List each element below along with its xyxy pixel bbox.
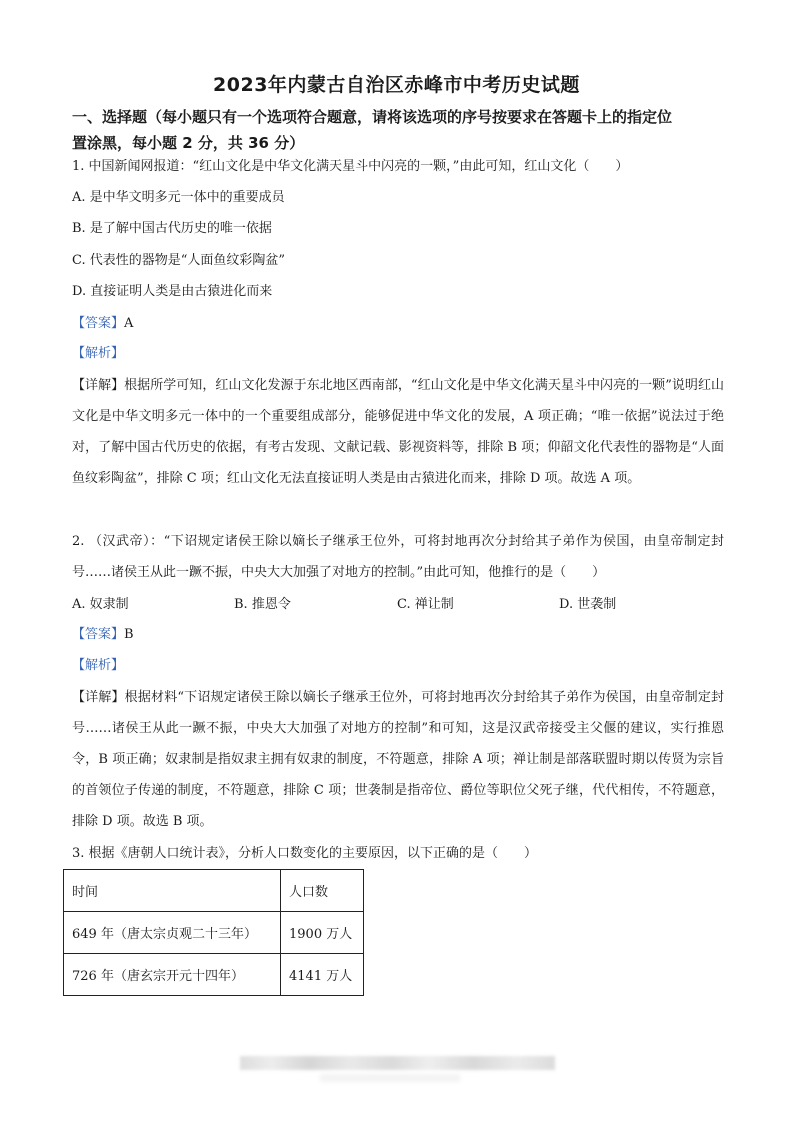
- q2-detail: 【详解】根据材料“下诏规定诸侯王除以嫡长子继承王位外，可将封地再次分封给其子弟作为侯国，由皇帝制定封号……诸侯王从此一蹶不振，中央大大加强了对地方的控制”和可知，这是汉武帝接受主父偃的建议，实行推恩令，B 项正确；奴隶制是指奴隶主拥有奴隶的制度，不符题意，排除 A 项；禅让制是部落联盟时期以传贤为宗旨的首领位子传递的制度，不符题意，排除 C 项；世袭制是指帝位、爵位等职位父死子继，代代相传，不符题意，排除 D 项。故选 B 项。: [72, 690, 724, 829]
- q1-option-d: D. 直接证明人类是由古猿进化而来: [72, 284, 273, 299]
- q3-stem: 3. 根据《唐朝人口统计表》，分析人口数变化的主要原因，以下正确的是（ ）: [72, 846, 538, 861]
- q1-detail: 【详解】根据所学可知，红山文化发源于东北地区西南部，“红山文化是中华文化满天星斗中闪亮的一颗”说明红山文化是中华文明多元一体中的一个重要组成部分，能够促进中华文化的发展，A 项正确；“唯一依据”说法过于绝对，了解中国古代历史的依据，有考古发现、文献记载、影视资料等，排除 B 项；仰韶文化代表性的器物是“人面鱼纹彩陶盆”，排除 C 项；红山文化无法直接证明人类是由古猿进化而来，排除 D 项。故选 A 项。: [72, 378, 724, 486]
- table-cell: 649 年（唐太宗贞观二十三年）: [64, 912, 281, 954]
- population-table: [63, 869, 364, 996]
- table-cell: 726 年（唐玄宗开元十四年）: [64, 954, 281, 996]
- q2-answer-label: 【答案】: [72, 627, 125, 642]
- blurred-watermark-sub: [320, 1074, 460, 1082]
- q2-analysis-label: 【解析】: [72, 658, 125, 673]
- q2-stem: 2. （汉武帝）：“下诏规定诸侯王除以嫡长子继承王位外，可将封地再次分封给其子弟作为侯国，由皇帝制定封号……诸侯王从此一蹶不振，中央大大加强了对地方的控制。”由此可知，他推行的是（ ）: [72, 534, 724, 580]
- table-header-cell: 人口数: [281, 870, 364, 912]
- q1-option-c: C. 代表性的器物是“人面鱼纹彩陶盆”: [72, 253, 286, 268]
- section-heading-line-2: 置涂黑，每小题 2 分，共 36 分）: [72, 134, 305, 152]
- q1-answer-label: 【答案】: [72, 316, 125, 331]
- blurred-watermark: [240, 1056, 555, 1070]
- q1-stem: 1. 中国新闻网报道：“红山文化是中华文化满天星斗中闪亮的一颗，”由此可知，红山文化（ ）: [72, 159, 629, 174]
- q2-option-b: B. 推恩令: [234, 597, 291, 612]
- q2-answer-value: B: [124, 627, 134, 642]
- q2-option-c: C. 禅让制: [397, 597, 454, 612]
- table-row: [64, 912, 364, 954]
- q2-option-d: D. 世袭制: [559, 597, 617, 612]
- table-cell: 1900 万人: [281, 912, 364, 954]
- page-title: 2023年内蒙古自治区赤峰市中考历史试题: [213, 74, 580, 96]
- table-header-cell: 时间: [64, 870, 281, 912]
- q1-answer-value: A: [124, 316, 134, 331]
- table-row: [64, 954, 364, 996]
- q1-option-b: B. 是了解中国古代历史的唯一依据: [72, 221, 272, 236]
- section-heading: [72, 104, 732, 156]
- q2-answer: [72, 626, 134, 644]
- q1-analysis-label: 【解析】: [72, 346, 125, 361]
- q2-option-a: A. 奴隶制: [72, 597, 129, 612]
- q1-answer: [72, 315, 133, 333]
- section-heading-line-1: 一、选择题（每小题只有一个选项符合题意，请将该选项的序号按要求在答题卡上的指定位: [72, 108, 673, 126]
- table-cell: 4141 万人: [281, 954, 364, 996]
- q1-option-a: A. 是中华文明多元一体中的重要成员: [72, 190, 285, 205]
- table-header-row: [64, 870, 364, 912]
